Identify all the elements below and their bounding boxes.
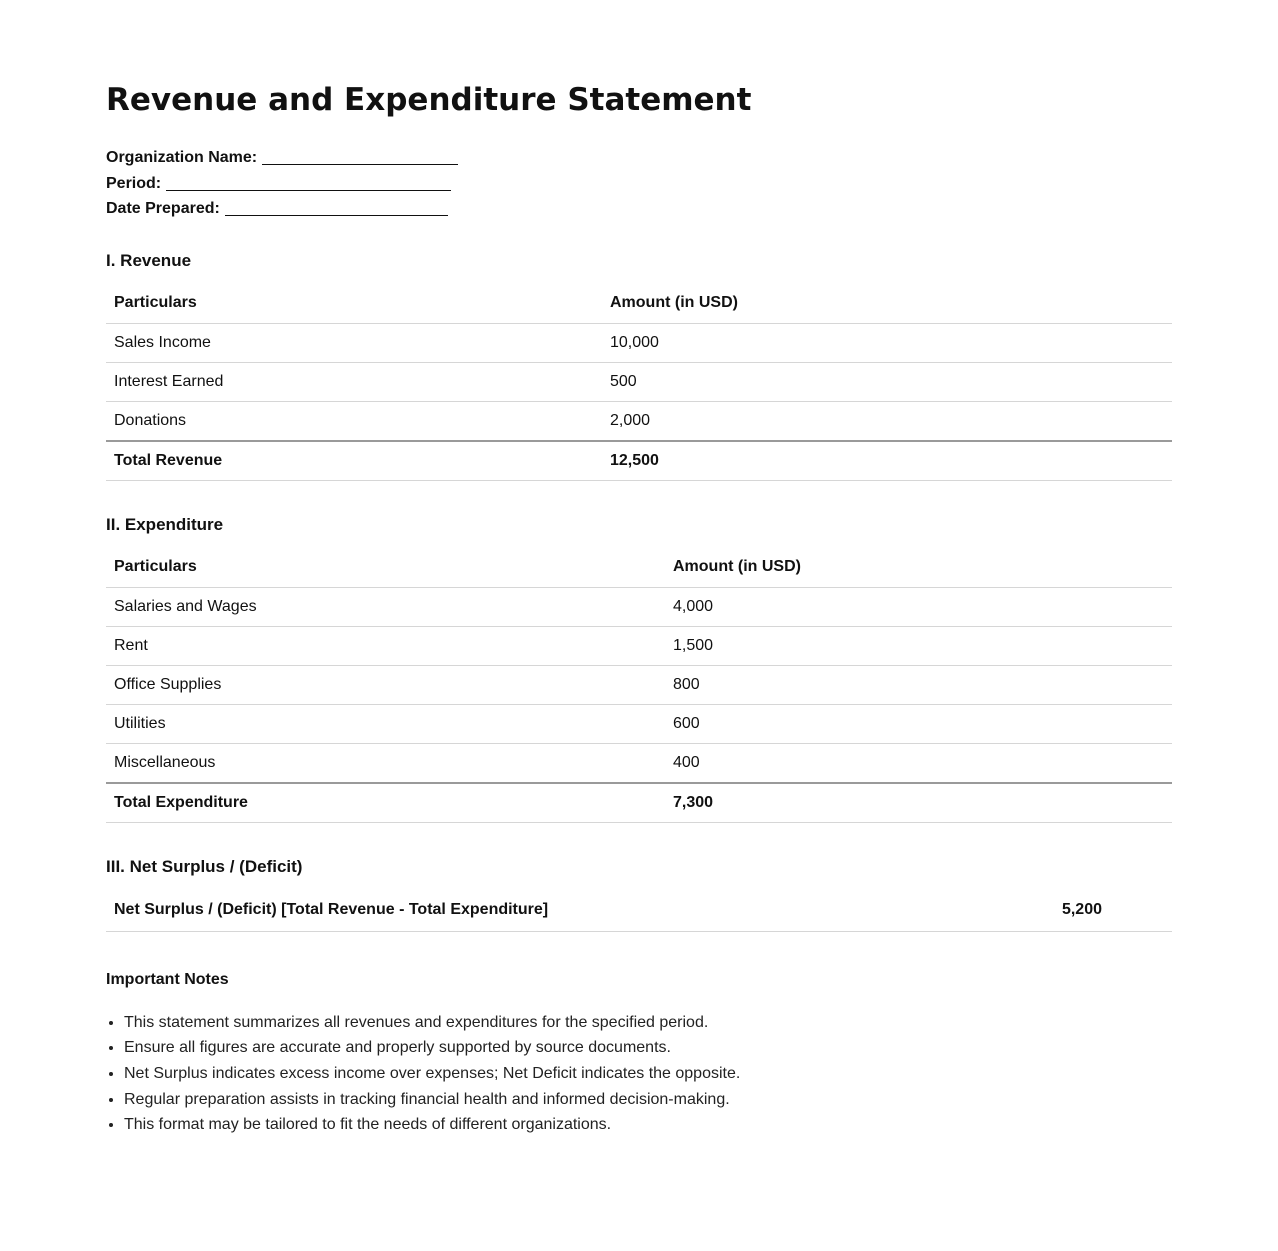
column-header-particulars: Particulars: [106, 284, 602, 324]
table-row: [106, 626, 1172, 665]
row-particular: Sales Income: [106, 323, 602, 362]
total-row: [106, 783, 1172, 823]
table-row: [106, 587, 1172, 626]
row-particular: Interest Earned: [106, 362, 602, 401]
organization-label: Organization Name:: [106, 149, 258, 166]
period-line: [106, 171, 1172, 197]
list-item: • Ensure all figures are accurate and properly supported by source documents.: [124, 1035, 1172, 1061]
meta-block: [106, 145, 1172, 222]
row-amount: 2,000: [602, 401, 1172, 441]
expenditure-table: [106, 548, 1172, 823]
table-header-row: [106, 284, 1172, 324]
row-amount: 400: [665, 743, 1172, 783]
date-line: [106, 196, 1172, 222]
date-label: Date Prepared:: [106, 200, 220, 217]
row-particular: Donations: [106, 401, 602, 441]
total-label: Total Expenditure: [106, 783, 665, 823]
document-title: Revenue and Expenditure Statement: [106, 82, 752, 118]
list-item: • This statement summarizes all revenues and expenditures for the specified period.: [124, 1010, 1172, 1036]
table-header-row: [106, 548, 1172, 588]
expenditure-heading: II. Expenditure: [106, 514, 224, 534]
net-surplus-value: 5,200: [1061, 901, 1102, 918]
revenue-table: [106, 284, 1172, 481]
column-header-particulars: Particulars: [106, 548, 665, 588]
organization-blank: [262, 148, 458, 165]
net-heading: III. Net Surplus / (Deficit): [106, 856, 303, 876]
net-surplus-label: Net Surplus / (Deficit) [Total Revenue - Total Expenditure]: [114, 901, 549, 918]
row-particular: Rent: [106, 626, 665, 665]
list-item: • Net Surplus indicates excess income over expenses; Net Deficit indicates the opposite.: [124, 1061, 1172, 1087]
table-row: [106, 665, 1172, 704]
row-particular: Utilities: [106, 704, 665, 743]
list-item: • This format may be tailored to fit the needs of different organizations.: [124, 1112, 1172, 1138]
row-amount: 1,500: [665, 626, 1172, 665]
row-amount: 600: [665, 704, 1172, 743]
table-row: [106, 362, 1172, 401]
notes-heading: Important Notes: [106, 970, 229, 988]
net-surplus-row: [106, 890, 1172, 932]
row-amount: 10,000: [602, 323, 1172, 362]
table-row: [106, 401, 1172, 441]
notes-list: [106, 1010, 1172, 1138]
row-amount: 500: [602, 362, 1172, 401]
organization-line: [106, 145, 1172, 171]
total-label: Total Revenue: [106, 441, 602, 481]
list-item: • Regular preparation assists in tracking financial health and informed decision-making.: [124, 1087, 1172, 1113]
period-label: Period:: [106, 174, 162, 192]
total-row: [106, 441, 1172, 481]
row-amount: 4,000: [665, 587, 1172, 626]
total-amount: 12,500: [602, 441, 1172, 481]
row-amount: 800: [665, 665, 1172, 704]
table-row: [106, 704, 1172, 743]
row-particular: Salaries and Wages: [106, 587, 665, 626]
table-row: [106, 743, 1172, 783]
column-header-amount: Amount (in USD): [602, 284, 1172, 324]
period-blank: [166, 174, 451, 191]
row-particular: Miscellaneous: [106, 743, 665, 783]
total-amount: 7,300: [665, 783, 1172, 823]
column-header-amount: Amount (in USD): [665, 548, 1172, 588]
revenue-heading: I. Revenue: [106, 250, 192, 270]
table-row: [106, 323, 1172, 362]
date-blank: [225, 199, 448, 216]
row-particular: Office Supplies: [106, 665, 665, 704]
